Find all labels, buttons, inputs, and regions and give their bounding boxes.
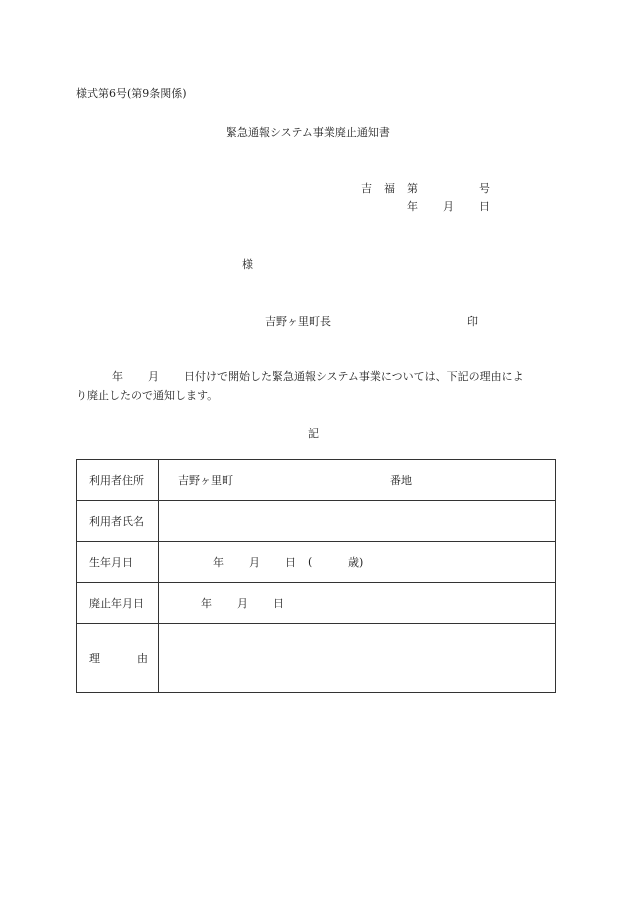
issuer-name: 吉野ヶ里町長 bbox=[265, 315, 331, 328]
table-row-reason bbox=[77, 624, 556, 693]
doc-number-dai: 第 bbox=[407, 182, 418, 195]
reason-label-cell bbox=[77, 624, 159, 693]
abolish-value-cell[interactable] bbox=[159, 583, 556, 624]
date-year: 年 bbox=[407, 200, 418, 213]
form-number: 様式第6号(第9条関係) bbox=[76, 87, 187, 100]
abolish-year: 年 bbox=[201, 597, 212, 610]
birth-value-cell[interactable] bbox=[159, 542, 556, 583]
document-title: 緊急通報システム事業廃止通知書 bbox=[226, 126, 390, 139]
table-row-address bbox=[77, 460, 556, 501]
birth-age: 歳) bbox=[348, 556, 364, 569]
ki-heading: 記 bbox=[308, 427, 319, 440]
body-line-1: 日付けで開始した緊急通報システム事業については、下記の理由によ bbox=[184, 370, 524, 383]
doc-number-prefix-2: 福 bbox=[384, 182, 395, 195]
reason-label-ri: 理 bbox=[89, 652, 100, 665]
doc-number-go: 号 bbox=[479, 182, 490, 195]
seal-mark: 印 bbox=[467, 315, 478, 328]
addressee-suffix: 様 bbox=[242, 258, 253, 271]
address-banchi: 番地 bbox=[390, 474, 412, 487]
date-day: 日 bbox=[479, 200, 490, 213]
form-table bbox=[76, 459, 556, 693]
date-month: 月 bbox=[443, 200, 454, 213]
birth-label: 生年月日 bbox=[77, 542, 159, 583]
table-row-birth bbox=[77, 542, 556, 583]
reason-label-yu: 由 bbox=[137, 652, 148, 665]
address-label: 利用者住所 bbox=[77, 460, 159, 501]
birth-paren-open: ( bbox=[308, 555, 313, 569]
birth-year: 年 bbox=[213, 556, 224, 569]
doc-number-prefix-1: 吉 bbox=[361, 182, 372, 195]
abolish-label: 廃止年月日 bbox=[77, 583, 159, 624]
birth-day: 日 bbox=[285, 556, 296, 569]
reason-value-cell[interactable] bbox=[159, 624, 556, 693]
body-year: 年 bbox=[112, 370, 123, 383]
name-label: 利用者氏名 bbox=[77, 501, 159, 542]
table-row-name bbox=[77, 501, 556, 542]
address-town: 吉野ヶ里町 bbox=[178, 474, 233, 487]
abolish-day: 日 bbox=[273, 597, 284, 610]
name-value-cell[interactable] bbox=[159, 501, 556, 542]
body-line-2: り廃止したので通知します。 bbox=[76, 389, 219, 402]
body-month: 月 bbox=[148, 370, 159, 383]
address-value-cell[interactable] bbox=[159, 460, 556, 501]
abolish-month: 月 bbox=[237, 597, 248, 610]
birth-month: 月 bbox=[249, 556, 260, 569]
table-row-abolish bbox=[77, 583, 556, 624]
